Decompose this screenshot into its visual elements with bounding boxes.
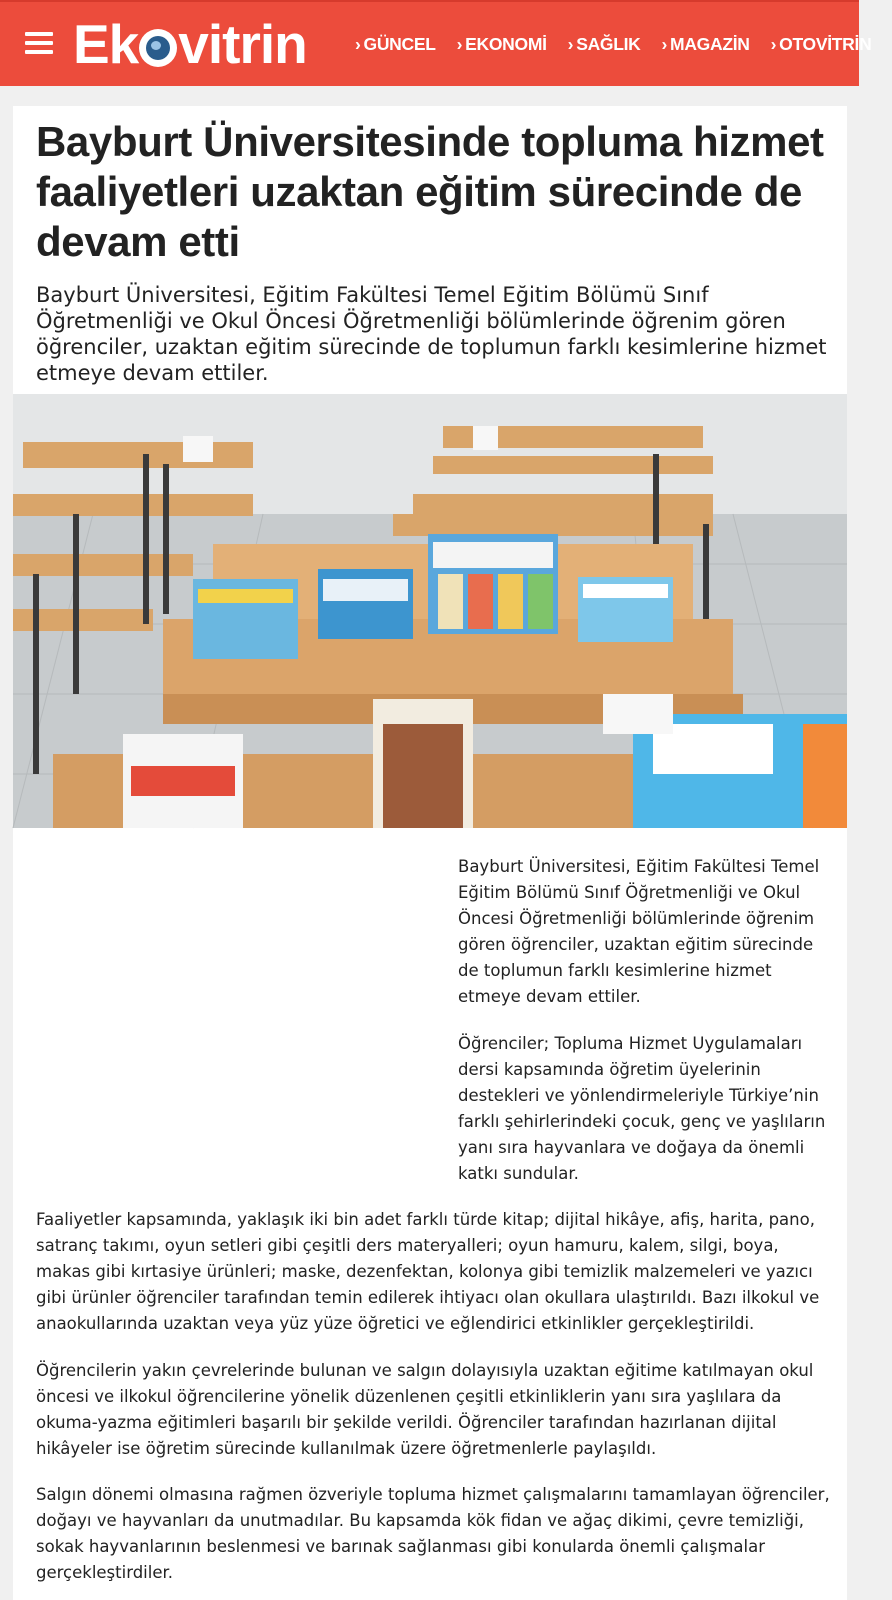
site-header [0,0,872,86]
article-image[interactable] [13,394,847,828]
article-headline: Bayburt Üniversitesinde topluma hizmet faaliyetleri uzaktan eğitim sürecinde de devam etti [36,118,824,265]
logo-text-right: vitrin [178,13,307,75]
nav-item-ekonomi[interactable] [457,34,547,55]
globe-icon [139,29,177,67]
chevron-right-icon: › [355,33,361,54]
nav-label: GÜNCEL [363,33,436,54]
article-summary: Bayburt Üniversitesi, Eğitim Fakültesi Temel Eğitim Bölümü Sınıf Öğretmenliği ve Okul Öncesi Öğretmenliği bölümlerinde öğrenim gören öğrenciler, uzaktan eğitim sürecinde de toplumun farklı kesimlerine hizmet etmeye devam ettiler. [36,283,827,385]
article-card [13,106,847,1600]
chevron-right-icon: › [567,33,574,54]
article-paragraph: Öğrenciler; Topluma Hizmet Uygulamaları dersi kapsamında öğretim üyelerinin destekleri ve yönlendirmeleriyle Türkiye’nin farklı şehirlerindeki çocuk, genç ve yaşlıların yanı sıra hayvanlara ve doğaya da önemli katkı sundular. [458,1034,826,1183]
nav-label: SAĞLIK [576,33,641,54]
nav-item-magazin[interactable] [662,34,750,55]
article-paragraph: Öğrencilerin yakın çevrelerinde bulunan ve salgın dolayısıyla uzaktan eğitime katılmayan okul öncesi ve ilkokul öğrencilerine yönelik düzenlenen çeşitli etkinliklerin yanı sıra yaşlılara da okuma-yazma eğitimleri başarılı bir şekilde verildi. Öğrenciler tarafından hazırlanan dijital hikâyeler ise öğretim sürecinde kullanılmak üzere öğretmenlerle paylaşıldı. [36,1361,814,1458]
nav-item-otovitrin[interactable] [771,34,872,55]
article-paragraph: Salgın dönemi olmasına rağmen özveriyle topluma hizmet çalışmalarını tamamlayan öğrenciler, doğayı ve hayvanları da unutmadılar. Bu kapsamda kök fidan ve ağaç dikimi, çevre temizliği, sokak hayvanlarının beslenmesi ve barınak sağlanması gibi konularda önemli çalışmalar gerçekleştirdiler. [36,1485,830,1582]
logo-text-left: Ek [73,13,139,75]
menu-icon[interactable] [25,30,55,56]
nav-label: MAGAZİN [670,33,750,54]
nav-label: OTOVİTRİN [779,33,872,54]
chevron-right-icon: › [456,33,463,54]
classroom-photo [13,394,847,828]
site-logo[interactable] [73,14,307,74]
nav-item-guncel[interactable] [355,34,436,55]
main-nav [355,2,892,86]
nav-item-saglik[interactable] [568,34,641,55]
chevron-right-icon: › [770,33,777,54]
nav-label: EKONOMİ [465,33,547,54]
article-paragraph: Bayburt Üniversitesi, Eğitim Fakültesi Temel Eğitim Bölümü Sınıf Öğretmenliği ve Okul Öncesi Öğretmenliği bölümlerinde öğrenim gören öğrenciler, uzaktan eğitim sürecinde de toplumun farklı kesimlerine hizmet etmeye devam ettiler. [458,857,820,1006]
chevron-right-icon: › [661,33,668,54]
article-paragraph: Faaliyetler kapsamında, yaklaşık iki bin adet farklı türde kitap; dijital hikâye, afiş, harita, pano, satranç takımı, oyun setleri gibi çeşitli ders materyalleri; oyun hamuru, kalem, silgi, boya, makas gibi kırtasiye ürünleri; maske, dezenfektan, kolonya gibi temizlik malzemeleri ve yazıcı gibi ürünler öğrenciler tarafından temin edilerek ihtiyacı olan okullara ulaştırıldı. Bazı ilkokul ve anaokullarında uzaktan veya yüz yüze öğretici ve eğlendirici etkinlikler gerçekleştirildi. [36,1210,820,1333]
